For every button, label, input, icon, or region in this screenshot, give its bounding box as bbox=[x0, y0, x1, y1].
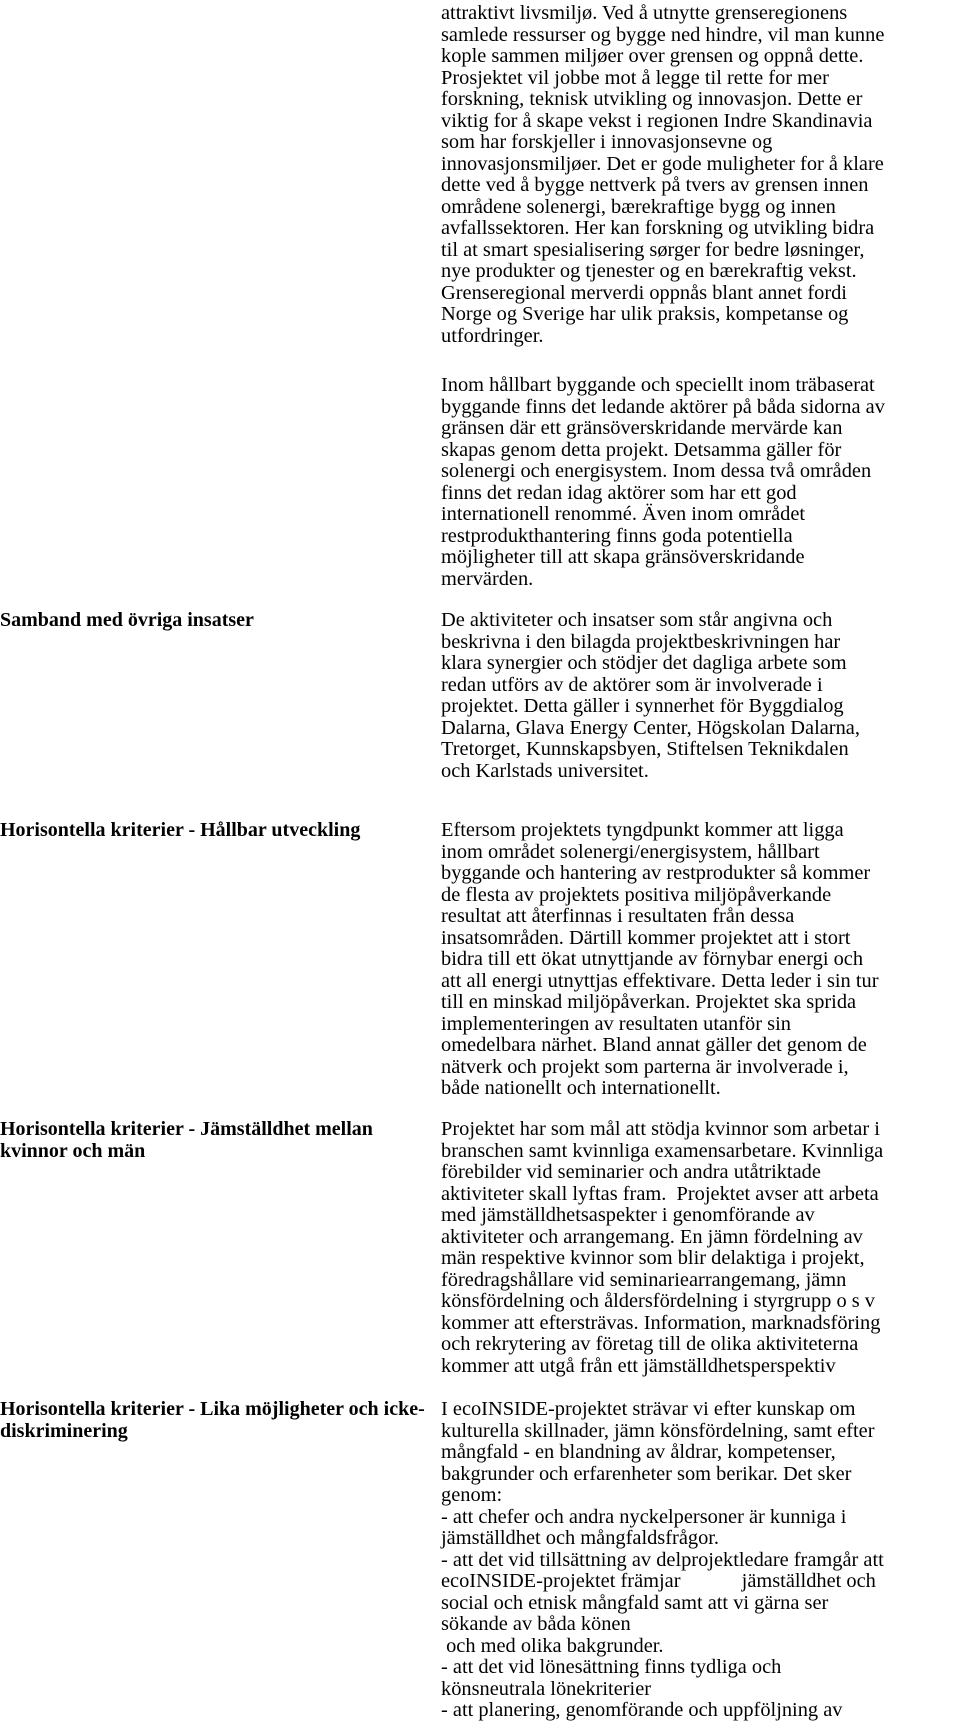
body-line: restprodukthantering finns goda potentiella bbox=[441, 524, 793, 547]
body-line: nye produkter og tjenester og en bærekraftig vekst. bbox=[441, 260, 857, 282]
body-line: solenergi och energisystem. Inom dessa två områden bbox=[441, 460, 872, 482]
body-line: utfordringer. bbox=[441, 324, 544, 347]
body-line: I ecoINSIDE-projektet strävar vi efter kunskap om bbox=[441, 1398, 856, 1420]
body-line: med jämställdhetsaspekter i genomförande av bbox=[441, 1204, 815, 1226]
body-line: Grenseregional merverdi oppnås blant annet fordi bbox=[441, 281, 847, 304]
body-line: projektet. Detta gäller i synnerhet för Byggdialog bbox=[441, 695, 844, 717]
body-line: - att planering, genomförande och uppföljning av bbox=[441, 1699, 843, 1721]
section-continuation bbox=[0, 3, 960, 347]
section-body bbox=[441, 375, 956, 590]
body-line: kople sammen miljøer over grensen og oppnå dette. bbox=[441, 45, 864, 67]
body-line: nätverk och projekt som parterna är involverade i, bbox=[441, 1055, 849, 1078]
section-heading bbox=[0, 1399, 436, 1442]
body-line: mervärden. bbox=[441, 567, 534, 590]
section-jamstalldhet bbox=[0, 1119, 960, 1377]
body-line: redan utförs av de aktörer som är involverade i bbox=[441, 673, 823, 696]
body-line: byggande och hantering av restprodukter så kommer bbox=[441, 862, 871, 884]
body-line: män respektive kvinnor som blir delaktiga i projekt, bbox=[441, 1247, 865, 1269]
body-line: finns det redan idag aktörer som har ett god bbox=[441, 481, 797, 504]
section-body bbox=[441, 3, 956, 347]
body-line: social och etnisk mångfald samt att vi gärna ser bbox=[441, 1591, 829, 1614]
body-line: resultat att återfinnas i resultaten från dessa bbox=[441, 905, 795, 927]
heading-line: Samband med övriga insatser bbox=[0, 609, 254, 631]
body-line: De aktiviteter och insatser som står angivna och bbox=[441, 609, 833, 631]
body-line: klara synergier och stödjer det dagliga arbete som bbox=[441, 652, 847, 674]
body-line: sökande av båda könen bbox=[441, 1613, 631, 1635]
body-line: internationell renommé. Även inom området bbox=[441, 503, 806, 525]
body-line: kommer att eftersträvas. Information, marknadsföring bbox=[441, 1311, 881, 1334]
body-line: byggande finns det ledande aktörer på båda sidorna av bbox=[441, 395, 885, 418]
body-line: könsfördelning och åldersfördelning i styrgrupp o s v bbox=[441, 1290, 875, 1312]
body-line: genom: bbox=[441, 1484, 503, 1506]
body-line: och Karlstads universitet. bbox=[441, 759, 649, 782]
section-hallbart-byggande bbox=[0, 375, 960, 590]
body-line: kulturella skillnader, jämn könsfördelning, samt efter bbox=[441, 1419, 875, 1442]
body-line: attraktivt livsmiljø. Ved å utnytte grenseregionens bbox=[441, 2, 848, 24]
body-line: Projektet har som mål att stödja kvinnor som arbetar i bbox=[441, 1118, 880, 1140]
section-heading bbox=[0, 820, 436, 842]
heading-line: diskriminering bbox=[0, 1419, 128, 1442]
section-heading bbox=[0, 610, 436, 632]
body-line: gränsen där ett gränsöverskridande mervärde kan bbox=[441, 417, 843, 439]
section-heading bbox=[0, 1119, 436, 1162]
body-line: skapas genom detta projekt. Detsamma gäller för bbox=[441, 438, 842, 461]
body-line: aktiviteter och arrangemang. En jämn fördelning av bbox=[441, 1225, 863, 1248]
body-line: - att chefer och andra nyckelpersoner är kunniga i bbox=[441, 1505, 847, 1528]
body-line: ecoINSIDE-projektet främjar jämställdhet och bbox=[441, 1570, 876, 1592]
body-line: möjligheter till att skapa gränsöverskridande bbox=[441, 546, 805, 568]
body-line: könsneutrala lönekriterier bbox=[441, 1677, 652, 1700]
heading-line: Horisontella kriterier - Hållbar utveckling bbox=[0, 819, 361, 841]
body-line: omedelbara närhet. Bland annat gäller det genom de bbox=[441, 1034, 867, 1056]
section-body bbox=[441, 610, 956, 782]
body-line: bidra till ett ökat utnyttjande av förnybar energi och bbox=[441, 948, 864, 970]
body-line: dette ved å bygge nettverk på tvers av grensen innen bbox=[441, 174, 869, 196]
body-line: Norge og Sverige har ulik praksis, kompetanse og bbox=[441, 303, 849, 325]
body-line: som har forskjeller i innovasjonsevne og bbox=[441, 131, 773, 153]
section-lika-mojligheter bbox=[0, 1399, 960, 1722]
body-line: viktig for å skape vekst i regionen Indre Skandinavia bbox=[441, 109, 873, 132]
heading-line: kvinnor och män bbox=[0, 1139, 146, 1162]
section-body bbox=[441, 1119, 956, 1377]
body-line: och rekrytering av företag till de olika aktiviteterna bbox=[441, 1333, 859, 1355]
body-line: de flesta av projektets positiva miljöpåverkande bbox=[441, 883, 832, 906]
body-line: forskning, teknisk utvikling og innovasjon. Dette er bbox=[441, 88, 863, 110]
body-line: jämställdhet och mångfaldsfrågor. bbox=[441, 1527, 720, 1549]
section-samband bbox=[0, 610, 960, 782]
body-line: - att det vid lönesättning finns tydliga och bbox=[441, 1656, 782, 1678]
body-line: kommer att utgå från ett jämställdhetsperspektiv bbox=[441, 1354, 836, 1377]
body-line: områdene solenergi, bærekraftige bygg og innen bbox=[441, 195, 836, 218]
body-line: samlede ressurser og bygge ned hindre, vil man kunne bbox=[441, 23, 885, 46]
section-body bbox=[441, 820, 956, 1100]
body-line: och med olika bakgrunder. bbox=[441, 1634, 664, 1657]
body-line: Eftersom projektets tyngdpunkt kommer att ligga bbox=[441, 819, 844, 841]
body-line: inom området solenergi/energisystem, hållbart bbox=[441, 840, 820, 863]
body-line: Inom hållbart byggande och speciellt inom träbaserat bbox=[441, 374, 875, 396]
heading-line: Horisontella kriterier - Lika möjligheter och icke- bbox=[0, 1398, 425, 1420]
body-line: Prosjektet vil jobbe mot å legge til rette for mer bbox=[441, 66, 829, 89]
body-line: Dalarna, Glava Energy Center, Högskolan Dalarna, bbox=[441, 716, 860, 739]
heading-line: Horisontella kriterier - Jämställdhet mellan bbox=[0, 1118, 373, 1140]
body-line: Tretorget, Kunnskapsbyen, Stiftelsen Teknikdalen bbox=[441, 738, 849, 760]
body-line: till en minskad miljöpåverkan. Projektet ska sprida bbox=[441, 991, 857, 1013]
body-line: föredragshållare vid seminariearrangemang, jämn bbox=[441, 1268, 847, 1291]
body-line: att all energi utnyttjas effektivare. Detta leder i sin tur bbox=[441, 969, 879, 992]
body-line: beskrivna i den bilagda projektbeskrivningen har bbox=[441, 630, 841, 653]
body-line: avfallssektoren. Her kan forskning og utvikling bidra bbox=[441, 217, 875, 239]
body-line: innovasjonsmiljøer. Det er gode muligheter for å klare bbox=[441, 152, 884, 175]
body-line: implementeringen av resultaten utanför sin bbox=[441, 1012, 791, 1035]
body-line: bakgrunder och erfarenheter som berikar. Det sker bbox=[441, 1462, 852, 1485]
body-line: aktiviteter skall lyftas fram. Projektet avser att arbeta bbox=[441, 1182, 879, 1205]
body-line: både nationellt och internationellt. bbox=[441, 1077, 721, 1099]
body-line: - att det vid tillsättning av delprojektledare framgår att bbox=[441, 1548, 884, 1571]
body-line: förebilder vid seminarier och andra utåtriktade bbox=[441, 1161, 821, 1183]
body-line: mångfald - en blandning av åldrar, kompetenser, bbox=[441, 1441, 836, 1463]
body-line: til at smart spesialisering sørger for bedre løsninger, bbox=[441, 238, 865, 261]
section-hallbar-utveckling bbox=[0, 820, 960, 1100]
section-body bbox=[441, 1399, 956, 1722]
body-line: insatsområden. Därtill kommer projektet att i stort bbox=[441, 926, 851, 949]
body-line: branschen samt kvinnliga examensarbetare. Kvinnliga bbox=[441, 1139, 884, 1162]
